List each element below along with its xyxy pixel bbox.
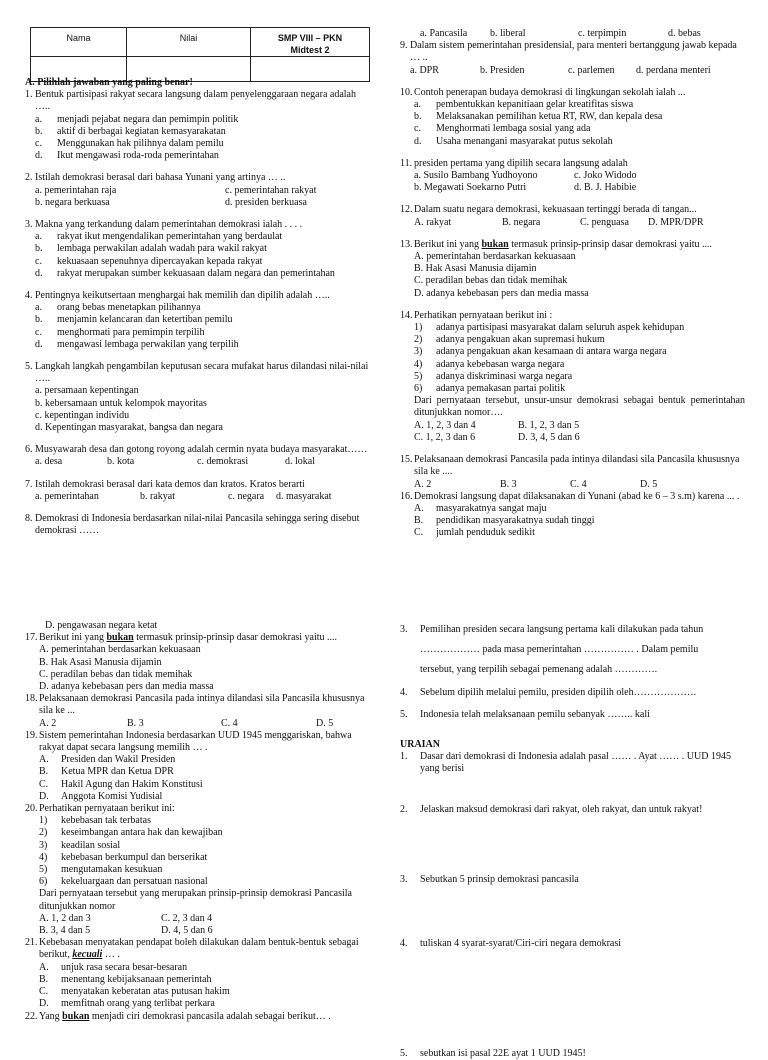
option-letter: 5): [414, 370, 423, 382]
question-subtext: Dari pernyataan tersebut, unsur-unsur demokrasi sebagai bentuk pemerintahan ditunjukkan nomor….: [414, 395, 745, 419]
question-number: 22.: [25, 1010, 38, 1022]
subject-label: SMP VIII – PKN: [277, 33, 343, 43]
question-number: 17.: [25, 632, 38, 644]
option[interactable]: b. Megawati Soekarno Putri: [414, 182, 527, 194]
option-text: Menggunakan hak pilihnya dalam pemilu: [57, 138, 224, 150]
question-number: 3.: [400, 624, 408, 635]
option-letter: b.: [35, 243, 43, 255]
option-text: keseimbangan antara hak dan kewajiban: [61, 827, 223, 839]
option-letter: a.: [35, 113, 42, 125]
option[interactable]: a. Pancasila: [420, 28, 468, 39]
option-letter: d.: [414, 135, 422, 147]
option-text: mengutamakan kesukuan: [61, 864, 163, 876]
question-number: 18.: [25, 693, 38, 705]
option-letter: b.: [35, 314, 43, 326]
option[interactable]: [35, 231, 370, 243]
question-text: Jelaskan maksud demokrasi dari rakyat, oleh rakyat, dan untuk rakyat!: [420, 803, 703, 815]
uraian-4: [400, 938, 745, 950]
question-text: Berikut ini yang: [39, 632, 107, 644]
question-number: 5.: [400, 1048, 408, 1060]
question-text: Perhatikan pernyataan berikut ini:: [39, 803, 175, 815]
option[interactable]: [35, 243, 370, 255]
question-text: Langkah langkah pengambilan keputusan secara mufakat harus dilandasi nilai-nilai …..: [35, 361, 369, 385]
option-letter: 5): [39, 864, 48, 876]
question-text: Pemilihan presiden secara langsung pertama kali dilakukan pada tahun: [420, 624, 704, 635]
option[interactable]: [35, 268, 370, 280]
option-letter: D.: [39, 998, 49, 1010]
question-number: 1.: [25, 89, 33, 101]
option[interactable]: B. 3: [127, 717, 144, 729]
option[interactable]: B. 1, 2, 3 dan 5: [518, 419, 580, 431]
option[interactable]: C. peradilan bebas dan tidak memihak: [39, 668, 193, 680]
question-text: termasuk prinsip-prinsip dasar demokrasi yaitu ....: [508, 238, 713, 250]
question-text: Dalam sistem pemerintahan presidensial, para menteri bertanggung jawab kepada … ..: [410, 40, 737, 64]
question-text: Demokrasi di Indonesia berdasarkan nilai-nilai Pancasila sehingga sering disebut demokrasi ……: [35, 513, 360, 537]
option[interactable]: D. 3, 4, 5 dan 6: [518, 431, 580, 443]
option-letter: 6): [39, 876, 48, 888]
option[interactable]: c. terpimpin: [578, 28, 627, 39]
option[interactable]: d. Kepentingan masyarakat, bangsa dan negara: [35, 422, 223, 434]
option: [414, 322, 745, 334]
option[interactable]: [39, 754, 370, 766]
right-column-top: [400, 28, 745, 540]
option-letter: B.: [414, 515, 424, 527]
uraian-2: [400, 804, 745, 816]
option[interactable]: [39, 974, 370, 986]
question-text: Kebebasan menyatakan pendapat boleh dilakukan dalam bentuk-bentuk sebagai berikut,: [39, 937, 359, 961]
question-number: 9.: [400, 40, 408, 52]
question-number: 21.: [25, 937, 38, 949]
option-letter: D.: [39, 790, 49, 802]
option[interactable]: [35, 256, 370, 268]
option[interactable]: D. 5: [316, 717, 334, 729]
option[interactable]: B. Hak Asasi Manusia dijamin: [414, 263, 537, 275]
option[interactable]: C. 2, 3 dan 4: [161, 912, 213, 924]
question-19: [25, 730, 370, 803]
option-text: menyatakan keberatan atas putusan hakim: [61, 986, 230, 998]
option-text: pembentukkan kepanitiaan gelar kreatifitas siswa: [436, 99, 634, 111]
option-letter: d.: [35, 338, 43, 350]
option-letter: B.: [39, 973, 49, 985]
question-text-emphasis: kecuali: [72, 949, 103, 961]
option[interactable]: b. negara berkuasa: [35, 196, 110, 208]
question-number: 12.: [400, 204, 413, 216]
isian-4: [400, 687, 745, 699]
question-number: 2.: [25, 172, 33, 184]
option-text: adanya diskriminasi warga negara: [436, 370, 573, 382]
option[interactable]: b. liberal: [490, 28, 526, 39]
option-text: Menghormati lembaga sosial yang ada: [436, 123, 591, 135]
left-column-top: [25, 77, 370, 538]
question-text: Contoh penerapan budaya demokrasi di lingkungan sekolah ialah ...: [414, 86, 686, 98]
option-letter: d.: [35, 267, 43, 279]
option[interactable]: [414, 515, 745, 527]
question-text: ……………… pada masa pemerintahan …………… . Dalam pemilu: [420, 644, 699, 656]
option-letter: 4): [39, 851, 48, 863]
option-letter: c.: [35, 255, 42, 267]
question-11: [400, 158, 745, 195]
option-text: rakyat merupakan sumber kekuasaan dalam negara dan pemerintahan: [57, 267, 335, 279]
option-text: kekeluargaan dan persatuan nasional: [61, 876, 208, 888]
option: [414, 383, 745, 395]
option[interactable]: b. Presiden: [480, 64, 525, 76]
page-bottom: [0, 620, 768, 1060]
option[interactable]: [39, 791, 370, 803]
option[interactable]: [35, 302, 370, 314]
question-10: [400, 87, 745, 148]
option[interactable]: B. Hak Asasi Manusia dijamin: [39, 656, 162, 668]
question-number: 8.: [25, 513, 33, 525]
question-text: Istilah demokrasi berasal dari bahasa Yunani yang artinya … ..: [35, 172, 286, 184]
option[interactable]: D. adanya kebebasan pers dan media massa: [39, 681, 214, 693]
option[interactable]: [414, 123, 745, 135]
option: [39, 864, 370, 876]
option[interactable]: a. desa: [35, 456, 63, 468]
option-text: Usaha menangani masyarakat putus sekolah: [436, 135, 613, 147]
option-text: kebebasan berkumpul dan berserikat: [61, 851, 208, 863]
question-number: 1.: [400, 751, 408, 763]
option-text: keadilan sosial: [61, 839, 121, 851]
option-text: Ketua MPR dan Ketua DPR: [61, 766, 174, 778]
option-text: orang bebas menetapkan pilihannya: [57, 302, 201, 314]
option[interactable]: [35, 138, 370, 150]
question-text: … .: [102, 949, 120, 961]
option-text: Anggota Komisi Yudisial: [61, 790, 163, 802]
option[interactable]: d. presiden berkuasa: [225, 196, 307, 208]
question-2: [25, 172, 370, 209]
option[interactable]: C. peradilan bebas dan tidak memihak: [414, 275, 568, 287]
question-12: [400, 204, 745, 228]
option-text: adanya pengakuan akan supremasi hukum: [436, 334, 605, 346]
question-number: 20.: [25, 803, 38, 815]
right-column-bottom: [400, 624, 745, 1060]
question-text: Demokrasi langsung dapat dilaksanakan di Yunani (abad ke 6 – 3 s.m) karena ... .: [414, 490, 740, 502]
question-text: Pelaksanaan demokrasi Pancasila pada intinya dilandasi sila Pancasila khususnya sila ke ....: [414, 454, 740, 478]
uraian-1: [400, 751, 745, 775]
question-text: Dalam suatu negara demokrasi, kekuasaan tertinggi berada di tangan...: [414, 204, 697, 216]
option: [39, 815, 370, 827]
option[interactable]: c. pemerintahan rakyat: [225, 184, 317, 196]
option[interactable]: b. kota: [107, 456, 135, 468]
section-a-title: A. Pilihlah jawaban yang paling benar!: [25, 77, 193, 88]
option[interactable]: A. 2: [39, 717, 57, 729]
question-8-options: [400, 28, 745, 40]
question-21: [25, 937, 370, 1010]
option[interactable]: c. negara: [228, 490, 265, 502]
option-text: Presiden dan Wakil Presiden: [61, 754, 176, 766]
question-text: tersebut, yang terpilih sebagai pemenang adalah ………….: [420, 664, 658, 676]
question-18: [25, 693, 370, 730]
option[interactable]: [35, 114, 370, 126]
option[interactable]: [39, 998, 370, 1010]
option[interactable]: [39, 779, 370, 791]
option-letter: b.: [35, 125, 43, 137]
option: [39, 876, 370, 888]
option[interactable]: [414, 527, 745, 539]
option-letter: c.: [414, 123, 421, 135]
test-label: Midtest 2: [290, 45, 330, 56]
question-4: [25, 290, 370, 351]
option[interactable]: A. rakyat: [414, 216, 452, 228]
option-text: menghormati para pemimpin terpilih: [57, 326, 205, 338]
option-text: adanya kebebasan warga negara: [436, 358, 565, 370]
option[interactable]: A. 1, 2, 3 dan 4: [414, 419, 476, 431]
isian-5: [400, 709, 745, 721]
option[interactable]: [39, 962, 370, 974]
question-number: 2.: [400, 803, 408, 815]
option[interactable]: d. bebas: [668, 28, 701, 39]
question-number: 15.: [400, 454, 413, 466]
option[interactable]: c. parlemen: [568, 64, 615, 76]
question-1: [25, 89, 370, 162]
option-text: lembaga perwakilan adalah wadah para wakil rakyat: [57, 243, 267, 255]
option-letter: A.: [414, 502, 424, 514]
option[interactable]: d. masyarakat: [276, 490, 332, 502]
option: [39, 827, 370, 839]
question-number: 14.: [400, 309, 413, 321]
option-text: jumlah penduduk sedikit: [436, 527, 535, 539]
option[interactable]: [35, 150, 370, 162]
option-letter: C.: [39, 778, 49, 790]
question-number: 4.: [25, 290, 33, 302]
question-13: [400, 239, 745, 300]
question-number: 19.: [25, 729, 38, 741]
uraian-5: [400, 1048, 745, 1060]
option-text: Melaksanakan pemilihan ketua RT, RW, dan kepala desa: [436, 111, 663, 123]
option-text: pendidikan masyarakatnya sudah tinggi: [436, 515, 595, 527]
option[interactable]: C. 4: [570, 478, 587, 490]
question-text: sebutkan isi pasal 22E ayat 1 UUD 1945!: [420, 1048, 586, 1060]
nama-label: Nama: [31, 28, 127, 57]
question-number: 3.: [400, 873, 408, 885]
option[interactable]: [35, 339, 370, 351]
question-text: menjadi ciri demokrasi pancasila adalah sebagai berikut… .: [89, 1010, 331, 1022]
subject-header: [251, 28, 370, 57]
option[interactable]: [35, 126, 370, 138]
question-8: [25, 513, 370, 537]
option[interactable]: C. 4: [221, 717, 238, 729]
option[interactable]: c. Joko Widodo: [574, 170, 637, 182]
option[interactable]: c. demokrasi: [197, 456, 249, 468]
option[interactable]: d. B. J. Habibie: [574, 182, 637, 194]
question-text: presiden pertama yang dipilih secara langsung adalah: [414, 157, 628, 169]
option-text: masyarakatnya sangat maju: [436, 502, 547, 514]
option[interactable]: [414, 136, 745, 148]
question-number: 4.: [400, 686, 408, 698]
question-number: 4.: [400, 938, 408, 950]
option-letter: 3): [414, 346, 423, 358]
question-text: Indonesia telah melaksanaan pemilu sebanyak …….. kali: [420, 708, 650, 720]
option[interactable]: b. rakyat: [140, 490, 175, 502]
question-number: 13.: [400, 238, 413, 250]
uraian-title: URAIAN: [400, 739, 440, 751]
option[interactable]: B. 3, 4 dan 5: [39, 925, 91, 937]
option[interactable]: C. 1, 2, 3 dan 6: [414, 431, 476, 443]
option-letter: B.: [39, 766, 49, 778]
question-text: Yang: [39, 1010, 63, 1022]
option: [414, 359, 745, 371]
left-column-bottom: [25, 620, 370, 1023]
option[interactable]: [35, 314, 370, 326]
option-letter: b.: [414, 111, 422, 123]
option[interactable]: A. 2: [414, 478, 432, 490]
option-letter: c.: [35, 326, 42, 338]
question-number: 7.: [25, 478, 33, 490]
question-text: Makna yang terkandung dalam pemerintahan demokrasi ialah . . . .: [35, 219, 303, 231]
question-text: Bentuk partisipasi rakyat secara langsung dalam penyelenggaraan negara adalah …..: [35, 89, 356, 113]
option-text: menjadi pejabat negara dan pemimpin politik: [57, 113, 239, 125]
isian-3: [400, 624, 745, 677]
question-14: [400, 310, 745, 444]
question-number: 3.: [25, 219, 33, 231]
option[interactable]: a. pemerintahan raja: [35, 184, 117, 196]
question-16: [400, 491, 745, 540]
question-text-emphasis: bukan: [62, 1010, 90, 1022]
option: [414, 371, 745, 383]
option-text: rakyat ikut mengendalikan pemerintahan yang berdaulat: [57, 231, 283, 243]
option-text: adanya partisipasi masyarakat dalam seluruh aspek kehidupan: [436, 322, 685, 334]
option[interactable]: B. negara: [502, 216, 541, 228]
option-letter: 1): [414, 322, 423, 334]
option-text: menentang kebijaksanaan pemerintah: [61, 973, 212, 985]
question-15: [400, 454, 745, 491]
option-letter: C.: [39, 986, 49, 998]
option-letter: A.: [39, 961, 49, 973]
question-number: 5.: [25, 361, 33, 373]
question-text: tuliskan 4 syarat-syarat/Ciri-ciri negara demokrasi: [420, 938, 622, 950]
option[interactable]: D. MPR/DPR: [648, 216, 704, 228]
option-letter: d.: [35, 150, 43, 162]
question-text: Berikut ini yang: [414, 238, 482, 250]
option[interactable]: d. lokal: [285, 456, 315, 468]
option[interactable]: [414, 111, 745, 123]
option-text: mengawasi lembaga perwakilan yang terpilih: [57, 338, 239, 350]
option[interactable]: d. perdana menteri: [636, 64, 711, 76]
option-text: menjamin kelancaran dan ketertiban pemilu: [57, 314, 233, 326]
option-text: kebebasan tak terbatas: [61, 815, 151, 827]
question-5: [25, 361, 370, 434]
question-text: Perhatikan pernyataan berikut ini :: [414, 309, 553, 321]
question-20: [25, 803, 370, 937]
option[interactable]: [35, 327, 370, 339]
option[interactable]: D. pengawasan negara ketat: [45, 620, 158, 631]
option-letter: a.: [35, 302, 42, 314]
option-letter: c.: [35, 138, 42, 150]
option[interactable]: [39, 766, 370, 778]
question-9: [400, 40, 745, 77]
option-text: Hakil Agung dan Hakim Konstitusi: [61, 778, 203, 790]
option[interactable]: b. kebersamaan untuk kelompok mayoritas: [35, 397, 207, 409]
option: [414, 346, 745, 358]
question-3: [25, 219, 370, 280]
option-text: aktif di berbagai kegiatan kemasyarakatan: [57, 125, 226, 137]
option: [414, 334, 745, 346]
question-number: 16.: [400, 490, 413, 502]
option[interactable]: D. adanya kebebasan pers dan media massa: [414, 287, 589, 299]
question-text-emphasis: bukan: [106, 632, 134, 644]
question-text: termasuk prinsip-prinsip dasar demokrasi yaitu ....: [133, 632, 338, 644]
question-text: Sebelum dipilih melalui pemilu, presiden dipilih oleh……………….: [420, 686, 697, 698]
uraian-3: [400, 874, 745, 886]
option-letter: a.: [35, 231, 42, 243]
option-letter: 6): [414, 383, 423, 395]
option-letter: 2): [39, 827, 48, 839]
identity-table: [30, 27, 370, 82]
option-letter: a.: [414, 99, 421, 111]
question-text: Pentingnya keikutsertaan menghargai hak memilih dan dipilih adalah …..: [35, 290, 330, 302]
option[interactable]: D. 5: [640, 478, 658, 490]
option-text: unjuk rasa secara besar-besaran: [61, 961, 188, 973]
question-text: Sistem pemerintahan Indonesia berdasarkan UUD 1945 menggariskan, bahwa rakyat dapat secara langsung memilih … .: [39, 729, 352, 754]
question-text: Sebutkan 5 prinsip demokrasi pancasila: [420, 873, 579, 885]
option[interactable]: B. 3: [500, 478, 517, 490]
question-text-emphasis: bukan: [481, 238, 509, 250]
option[interactable]: a. DPR: [410, 64, 439, 76]
question-17: [25, 632, 370, 693]
option[interactable]: a. Susilo Bambang Yudhoyono: [414, 170, 538, 182]
option-text: adanya pengakuan akan kesamaan di antara warga negara: [436, 346, 667, 358]
question-text: Istilah demokrasi berasal dari kata demos dan kratos. Kratos berarti: [35, 478, 305, 490]
option[interactable]: A. pemerintahan berdasarkan kekuasaan: [414, 251, 576, 263]
option[interactable]: A. 1, 2 dan 3: [39, 912, 91, 924]
question-number: 10.: [400, 86, 413, 98]
option[interactable]: a. pemerintahan: [35, 490, 99, 502]
option-letter: 4): [414, 358, 423, 370]
option-letter: 3): [39, 839, 48, 851]
option: [39, 852, 370, 864]
question-number: 5.: [400, 708, 408, 720]
option[interactable]: c. kepentingan individu: [35, 409, 130, 421]
question-7: [25, 479, 370, 503]
option[interactable]: [414, 503, 745, 515]
option-text: Ikut mengawasi roda-roda pemerintahan: [57, 150, 219, 162]
question-text: Musyawarah desa dan gotong royong adalah cermin nyata budaya masyarakat……: [35, 444, 368, 456]
option[interactable]: A. pemerintahan berdasarkan kekuasaan: [39, 644, 201, 656]
nilai-label: Nilai: [127, 28, 251, 57]
option-text: memfitnah orang yang terlibat perkara: [61, 998, 215, 1010]
option[interactable]: C. penguasa: [580, 216, 629, 228]
option-letter: C.: [414, 527, 424, 539]
question-number: 6.: [25, 444, 33, 456]
question-number: 11.: [400, 157, 413, 169]
option-letter: 1): [39, 815, 48, 827]
option-letter: 2): [414, 334, 423, 346]
option[interactable]: a. persamaan kepentingan: [35, 385, 139, 397]
option-text: kekuasaan sepenuhnya dipercayakan kepada rakyat: [57, 255, 263, 267]
option-text: adanya pemakasan partai politik: [436, 383, 566, 395]
option[interactable]: [39, 986, 370, 998]
option: [39, 840, 370, 852]
question-subtext: Dari pernyataan tersebut yang merupakan prinsip-prinsip demokrasi Pancasila ditunjukkan nomor: [39, 888, 352, 912]
question-6: [25, 444, 370, 468]
option[interactable]: D. 4, 5 dan 6: [161, 925, 213, 937]
option-letter: A.: [39, 754, 49, 766]
question-22: [25, 1011, 370, 1023]
question-text: Pelaksanaan demokrasi Pancasila pada intinya dilandasi sila Pancasila khususnya sila ke ...: [39, 693, 365, 717]
question-text: Dasar dari demokrasi di Indonesia adalah pasal …… . Ayat …… . UUD 1945 yang berisi: [420, 751, 731, 775]
option[interactable]: [414, 99, 745, 111]
